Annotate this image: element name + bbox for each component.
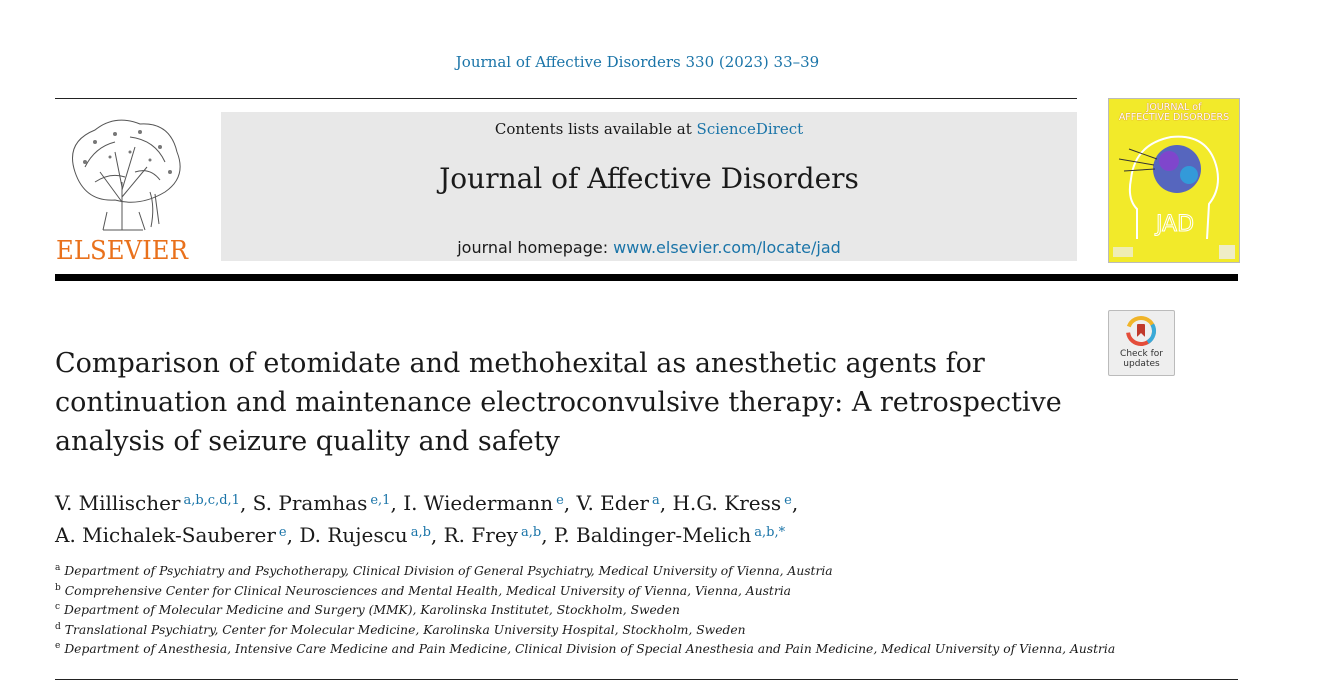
author-separator: , xyxy=(430,523,444,547)
affiliations-bottom-rule xyxy=(55,679,1238,680)
author-name: V. Millischer xyxy=(55,491,181,515)
cover-acronym: JAD xyxy=(1155,212,1195,237)
affiliation-key: b xyxy=(55,583,61,593)
author-affiliation-marks[interactable]: a,b xyxy=(410,525,431,540)
homepage-line xyxy=(221,238,1077,257)
author-affiliation-marks[interactable]: e xyxy=(784,493,792,508)
journal-cover-image[interactable] xyxy=(1108,98,1240,263)
author-list xyxy=(55,486,1155,550)
author-5[interactable] xyxy=(55,523,287,547)
homepage-prefix: journal homepage: xyxy=(457,238,614,257)
header-thick-rule xyxy=(55,274,1238,281)
author-6[interactable] xyxy=(299,523,431,547)
author-separator: , xyxy=(659,491,673,515)
author-affiliation-marks[interactable]: a,b,* xyxy=(754,525,786,540)
sciencedirect-link[interactable]: ScienceDirect xyxy=(696,120,804,138)
homepage-link[interactable]: www.elsevier.com/locate/jad xyxy=(613,238,841,257)
author-separator: , xyxy=(239,491,253,515)
author-separator: , xyxy=(286,523,300,547)
author-affiliation-marks[interactable]: e xyxy=(556,493,564,508)
author-name: A. Michalek-Sauberer xyxy=(55,523,276,547)
author-4[interactable] xyxy=(672,491,791,515)
affiliation-c xyxy=(55,602,680,617)
author-name: I. Wiedermann xyxy=(403,491,554,515)
author-2[interactable] xyxy=(403,491,564,515)
journal-title: Journal of Affective Disorders xyxy=(439,162,859,195)
author-affiliation-marks[interactable]: e xyxy=(278,525,287,540)
citation-link[interactable]: Journal of Affective Disorders 330 (2023) 33–39 xyxy=(455,53,820,71)
affiliation-d xyxy=(55,622,746,637)
author-separator: , xyxy=(541,523,554,547)
affiliation-key: d xyxy=(55,622,61,632)
author-name: V. Eder xyxy=(576,491,649,515)
head-silhouette-icon xyxy=(1109,99,1239,262)
affiliation-key: e xyxy=(55,641,61,651)
author-name: S. Pramhas xyxy=(252,491,368,515)
author-3[interactable] xyxy=(577,491,660,515)
author-8[interactable] xyxy=(554,523,785,547)
author-affiliation-marks[interactable]: a,b,c,d,1 xyxy=(183,493,240,508)
affiliation-text: Comprehensive Center for Clinical Neurosciences and Mental Health, Medical University of Vienna, Vienna, Austria xyxy=(64,584,792,598)
author-separator: , xyxy=(791,491,799,515)
author-1[interactable] xyxy=(253,491,391,515)
affiliation-text: Department of Molecular Medicine and Surgery (MMK), Karolinska Institutet, Stockholm, Sweden xyxy=(64,603,680,617)
affiliation-text: Translational Psychiatry, Center for Molecular Medicine, Karolinska University Hospital, Stockholm, Sweden xyxy=(64,623,746,637)
elsevier-tree-icon xyxy=(55,112,190,262)
author-name: H.G. Kress xyxy=(672,491,782,515)
check-for-updates-button[interactable] xyxy=(1108,310,1175,376)
author-name: R. Frey xyxy=(443,523,518,547)
author-0[interactable] xyxy=(55,491,240,515)
contents-prefix: Contents lists available at xyxy=(494,120,697,138)
crossmark-icon xyxy=(1125,315,1157,347)
author-separator: , xyxy=(390,491,404,515)
author-affiliation-marks[interactable]: a xyxy=(651,493,660,508)
affiliation-text: Department of Anesthesia, Intensive Care Medicine and Pain Medicine, Clinical Division of Special Anesthesia and Pain Medicine, Medical University of Vienna, Austria xyxy=(64,642,1116,656)
article-title: Comparison of etomidate and methohexital as anesthetic agents for continuation and maintenance electroconvulsive therapy: A retrospective analysis of seizure quality and safety xyxy=(55,348,1062,457)
journal-banner xyxy=(221,112,1077,261)
check-for-updates-label xyxy=(1109,350,1174,369)
author-name: D. Rujescu xyxy=(299,523,408,547)
affiliation-text: Department of Psychiatry and Psychotherapy, Clinical Division of General Psychiatry, Medical University of Vienna, Austria xyxy=(64,564,833,578)
header-top-rule xyxy=(55,98,1077,99)
affiliation-e xyxy=(55,641,1115,656)
affiliation-key: c xyxy=(55,602,61,612)
journal-citation[interactable] xyxy=(0,53,1275,71)
author-affiliation-marks[interactable]: a,b xyxy=(520,525,542,540)
contents-line xyxy=(221,120,1077,138)
affiliation-b xyxy=(55,583,791,598)
affiliation-a xyxy=(55,563,833,578)
check-label-line1: Check for xyxy=(1120,349,1163,359)
author-name: P. Baldinger-Melich xyxy=(553,523,752,547)
author-separator: , xyxy=(563,491,577,515)
cover-title-line1: JOURNAL of xyxy=(1146,102,1202,113)
affiliation-key: a xyxy=(55,563,61,573)
author-affiliation-marks[interactable]: e,1 xyxy=(370,493,391,508)
elsevier-logo[interactable] xyxy=(55,112,190,262)
author-7[interactable] xyxy=(444,523,542,547)
cover-title-line2: AFFECTIVE DISORDERS xyxy=(1118,112,1230,123)
elsevier-wordmark: ELSEVIER xyxy=(56,236,190,262)
check-label-line2: updates xyxy=(1123,358,1160,369)
